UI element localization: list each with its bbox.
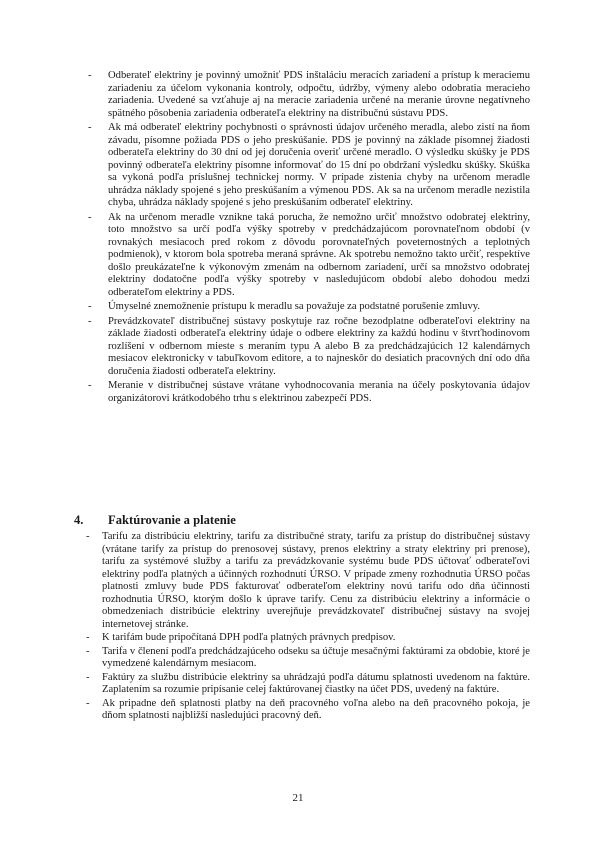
- list-item-text: Odberateľ elektriny je povinný umožniť PDS inštaláciu meracích zariadení a prístup k meraciemu zariadeniu za účelom vykonania kontroly, odpočtu, údržby, výmeny alebo odobratia meracieho zariadenia. Uvedené sa vzťahuje aj na meracie zariadenia určené na meranie úrovne negatívneho spätného pôsobenia zariadenia odberateľa elektriny na distribučnú sústavu PDS.: [108, 70, 530, 119]
- list-item: [88, 301, 530, 314]
- bullet-dash: -: [88, 122, 92, 133]
- bullet-dash: -: [86, 632, 90, 643]
- bullet-dash: -: [88, 70, 92, 81]
- bullet-list-invoicing: [86, 531, 530, 724]
- list-item: [88, 70, 530, 120]
- list-item: [88, 380, 530, 405]
- bullet-dash: -: [88, 380, 92, 391]
- bullet-dash: -: [88, 315, 92, 327]
- list-item-text: K tarifám bude pripočítaná DPH podľa platných právnych predpisov.: [102, 632, 396, 643]
- list-item: [86, 697, 530, 723]
- list-item: [88, 315, 530, 379]
- section-title: Faktúrovanie a platenie: [108, 513, 236, 527]
- list-item-text: Ak pripadne deň splatnosti platby na deň pracovného voľna alebo na deň pracovného pokoja, je dňom splatnosti najbližší nasledujúci pracovný deň.: [102, 697, 530, 721]
- bullet-dash: -: [86, 645, 90, 657]
- list-item-text: Prevádzkovateľ distribučnej sústavy poskytuje raz ročne bezodplatne odberateľovi elektriny na základe žiadosti odberateľa elektriny údaje o odbere elektriny za každú hodinu v štvrťhodinovom rozlíšení v odbernom mieste s meraním typu A alebo B za predchádzajúcich 12 kalendárnych mesiacov elektronicky v tabuľkovom editore, a to najneskôr do desiatich pracovných dní odo dňa doručenia žiadosti odberateľa elektriny.: [108, 315, 530, 377]
- list-item-text: Úmyselné znemožnenie prístupu k meradlu sa považuje za podstatné porušenie zmluvy.: [108, 301, 481, 312]
- list-item: [86, 632, 530, 645]
- bullet-dash: -: [88, 301, 92, 312]
- bullet-dash: -: [88, 211, 92, 223]
- list-item-text: Ak na určenom meradle vznikne taká porucha, že nemožno určiť množstvo odobratej elektriny, toto množstvo sa určí podľa výšky spotreby v predchádzajúcom porovnateľnom období (v rovnakých mesiacoch pred rokom z dôvodu porovnateľných poveternostných a teplotných podmienok), v ktorom bola spotreba meraná správne. Ak spotrebu nemožno takto určiť, respektíve došlo preukázateľne k výkonovým zmenám na odbernom zariadení, určí sa množstvo odobratej elektriny dodatočne podľa výšky spotreby v nasledujúcom období alebo dohodou medzi odberateľom elektriny a PDS.: [108, 211, 530, 298]
- list-item: [86, 671, 530, 697]
- list-item-text: Meranie v distribučnej sústave vrátane vyhodnocovania merania na účely poskytovania údajov organizátorovi krátkodobého trhu s elektrinou zabezpečí PDS.: [108, 380, 530, 404]
- bullet-dash: -: [86, 671, 90, 683]
- page-number: 21: [292, 792, 304, 804]
- list-item: [88, 122, 530, 210]
- list-item-text: Faktúry za službu distribúcie elektriny sa uhrádzajú podľa dátumu splatnosti uvedenom na faktúre. Zaplatením sa rozumie pripísanie celej faktúrovanej čiastky na účet PDS, uvedený na faktúre.: [102, 671, 530, 695]
- bullet-list-metering: [88, 70, 530, 407]
- list-item-text: Ak má odberateľ elektriny pochybnosti o správnosti údajov určeného meradla, alebo zistí na ňom závadu, písomne požiada PDS o jeho preskúšanie. PDS je povinný na základe písomnej žiadosti odberateľa elektriny do 30 dní od jej doručenia overiť určené meradlo. O výsledku skúšky je PDS povinný odberateľa elektriny písomne informovať do 15 dní po obdržaní výsledku skúšky. Skúška sa vykoná podľa príslušnej technickej normy. V prípade zistenia chyby na určenom meradle uhrádza náklady spojené s jeho preskúšaním a výmenou PDS. Ak sa na určenom meradle nezistila chyba, uhrádza náklady spojené s jeho preskúšaním odberateľ elektriny.: [108, 122, 530, 208]
- list-item: [86, 531, 530, 631]
- list-item-text: Tarifa v členení podľa predchádzajúceho odseku sa účtuje mesačnými faktúrami za obdobie, ktoré je vymedzené kalendárnym mesiacom.: [102, 645, 530, 669]
- section-heading: [74, 513, 236, 528]
- bullet-dash: -: [86, 697, 90, 709]
- list-item: [86, 645, 530, 671]
- list-item: [88, 211, 530, 300]
- section-number: 4.: [74, 513, 84, 527]
- bullet-dash: -: [86, 531, 90, 542]
- list-item-text: Tarifu za distribúciu elektriny, tarifu za distribučné straty, tarifu za prístup do distribučnej sústavy (vrátane tarify za prístup do prenosovej sústavy, prenos elektriny a straty elektriny pri prenose), tarifu za systémové služby a tarifu za prevádzkovanie systému bude PDS účtovať odberateľovi elektriny podľa platných a účinných rozhodnutí ÚRSO. V prípade zmeny rozhodnutia ÚRSO počas platnosti zmluvy bude PDS fakturovať odberateľom elektriny novú tarifu odo dňa účinnosti rozhodnutia ÚRSO, ktorým došlo k úprave tarify. Cenu za distribúciu elektriny a informácie o obmedzeniach distribúcie elektriny uverejňuje prevádzkovateľ distribučnej sústavy na svojej internetovej stránke.: [102, 531, 530, 630]
